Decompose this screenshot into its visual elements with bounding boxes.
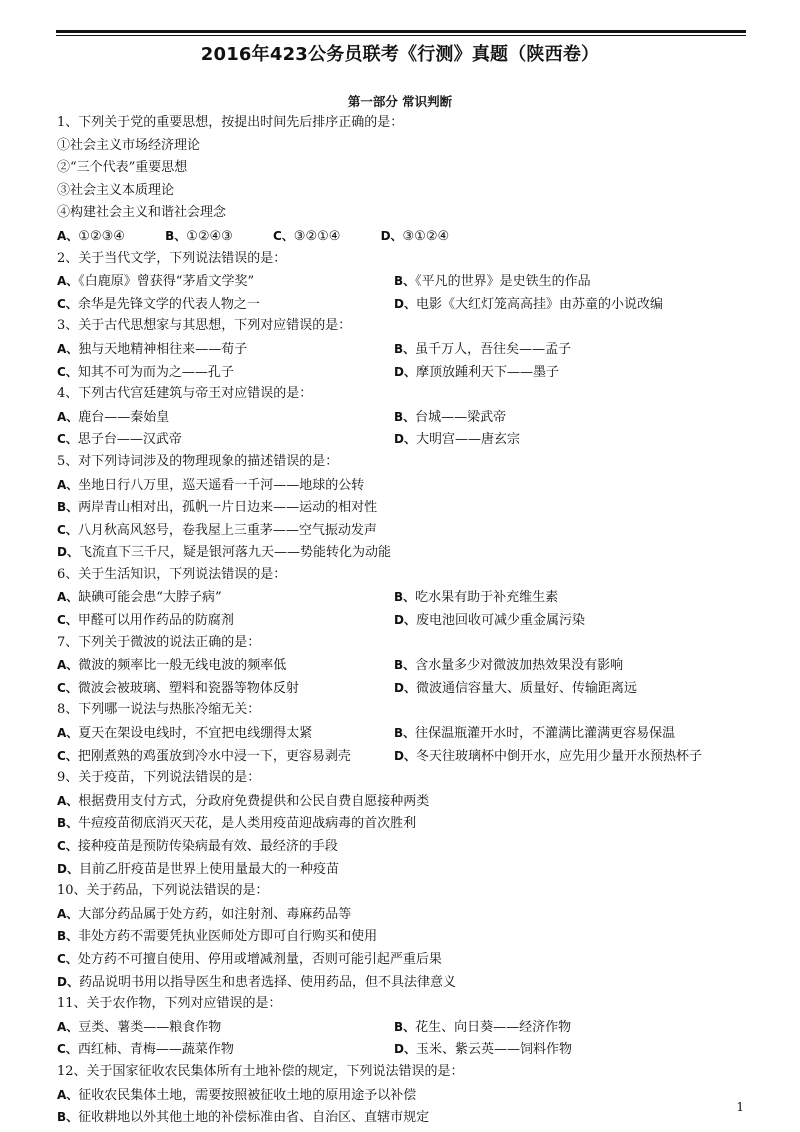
document-title: 2016年423公务员联考《行测》真题（陕西卷） [200,44,600,65]
question-8-options-row [57,745,747,768]
option: C、微波会被玻璃、塑料和瓷器等物体反射 [57,680,299,696]
option: B、非处方药不需要凭执业医师处方即可自行购买和使用 [57,929,378,945]
option: A、豆类、薯类——粮食作物 [57,1019,222,1035]
option: C、知其不可为而为之——孔子 [57,364,234,380]
question-2-options-row [57,270,747,293]
question-3-options-row [57,338,747,361]
question-4-stem: 4、下列古代宫廷建筑与帝王对应错误的是： [57,386,313,402]
option: A、独与天地精神相往来——荀子 [57,341,248,357]
option: C、③②①④ [272,228,341,244]
question-10-stem: 10、关于药品，下列说法错误的是： [57,883,269,899]
option: C、处方药不可擅自使用、停用或增减剂量，否则可能引起严重后果 [57,951,442,967]
option: A、微波的频率比一般无线电波的频率低 [57,658,287,674]
question-7-options-row [57,677,747,700]
option: C、西红柿、青梅——蔬菜作物 [57,1042,234,1058]
option: D、玉米、紫云英——饲料作物 [394,1042,572,1058]
option: B、含水量多少对微波加热效果没有影响 [394,658,624,674]
header-rule-thin [56,35,746,36]
option: D、微波通信容量大、质量好、传输距离远 [394,680,637,696]
option: A、夏天在架设电线时，不宜把电线绷得太紧 [57,726,313,742]
question-4-options-row [57,428,747,451]
option: B、①②④③ [165,228,233,244]
option: C、把刚煮熟的鸡蛋放到冷水中浸一下，更容易剥壳 [57,748,351,764]
page-number: 1 [736,1100,744,1114]
question-list [57,112,747,1129]
question-2-options-row [57,293,747,316]
question-5-stem: 5、对下列诗词涉及的物理现象的描述错误的是： [57,453,339,469]
option: A、征收农民集体土地，需要按照被征收土地的原用途予以补偿 [57,1087,417,1103]
option: D、药品说明书用以指导医生和患者选择、使用药品，但不具法律意义 [57,974,456,990]
option: D、飞流直下三千尺，疑是银河落九天——势能转化为动能 [57,545,391,561]
option: B、征收耕地以外其他土地的补偿标准由省、自治区、直辖市规定 [57,1110,430,1126]
option: A、大部分药品属于处方药，如注射剂、毒麻药品等 [57,906,352,922]
question-6-options-row [57,586,747,609]
option: C、甲醛可以用作药品的防腐剂 [57,613,234,629]
option: D、冬天往玻璃杯中倒开水，应先用少量开水预热杯子 [394,748,702,764]
option: B、《平凡的世界》是史铁生的作品 [394,274,591,290]
option: A、《白鹿原》曾获得“茅盾文学奖” [57,274,255,290]
option: B、虽千万人，吾往矣——孟子 [394,341,572,357]
question-8-stem: 8、下列哪一说法与热胀冷缩无关： [57,702,261,718]
option: A、①②③④ [57,228,125,244]
question-2-stem: 2、关于当代文学，下列说法错误的是： [57,250,287,266]
option: A、根据费用支付方式，分政府免费提供和公民自费自愿接种两类 [57,793,430,809]
header-rule-thick [56,30,746,33]
question-4-options-row [57,406,747,429]
option: D、废电池回收可减少重金属污染 [394,613,585,629]
question-11-stem: 11、关于农作物，下列对应错误的是： [57,996,282,1012]
option: A、缺碘可能会患“大脖子病” [57,590,222,606]
question-3-stem: 3、关于古代思想家与其思想，下列对应错误的是： [57,318,352,334]
option: B、牛痘疫苗彻底消灭天花，是人类用疫苗迎战病毒的首次胜利 [57,816,417,832]
question-9-stem: 9、关于疫苗，下列说法错误的是： [57,770,261,786]
question-12-stem: 12、关于国家征收农民集体所有土地补偿的规定，下列说法错误的是： [57,1063,464,1079]
option: B、台城——梁武帝 [394,409,507,425]
question-1-options [57,225,747,248]
option: C、八月秋高风怒号，卷我屋上三重茅——空气振动发声 [57,522,377,538]
question-1-stem: 1、下列关于党的重要思想，按提出时间先后排序正确的是： [57,115,404,130]
option: D、③①②④ [380,228,450,244]
option: D、目前乙肝疫苗是世界上使用量最大的一种疫苗 [57,861,339,877]
option: C、思子台——汉武帝 [57,432,182,448]
option: D、摩顶放踵利天下——墨子 [394,364,559,380]
option: A、鹿台——秦始皇 [57,409,170,425]
option: B、往保温瓶灌开水时，不灌满比灌满更容易保温 [394,726,676,742]
option: C、余华是先锋文学的代表人物之一 [57,296,260,312]
option: B、两岸青山相对出，孤帆一片日边来——运动的相对性 [57,500,378,516]
question-1-item: ④构建社会主义和谐社会理念 [57,205,227,221]
question-7-stem: 7、下列关于微波的说法正确的是： [57,634,261,650]
option: C、接种疫苗是预防传染病最有效、最经济的手段 [57,839,338,854]
question-3-options-row [57,361,747,384]
question-1-item: ①社会主义市场经济理论 [57,137,201,153]
question-11-options-row [57,1016,747,1039]
section-heading: 第一部分 常识判断 [347,94,453,109]
question-7-options-row [57,654,747,677]
option: D、电影《大红灯笼高高挂》由苏童的小说改编 [394,296,663,312]
question-6-stem: 6、关于生活知识，下列说法错误的是： [57,566,287,582]
option: D、大明宫——唐玄宗 [394,432,520,448]
question-8-options-row [57,722,747,745]
question-1-item: ③社会主义本质理论 [57,182,175,198]
question-11-options-row [57,1038,747,1061]
question-1-item: ②“三个代表”重要思想 [57,160,188,176]
option: A、坐地日行八万里，巡天遥看一千河——地球的公转 [57,477,365,493]
option: B、吃水果有助于补充维生素 [394,590,559,606]
question-6-options-row [57,609,747,632]
option: B、花生、向日葵——经济作物 [394,1019,572,1035]
